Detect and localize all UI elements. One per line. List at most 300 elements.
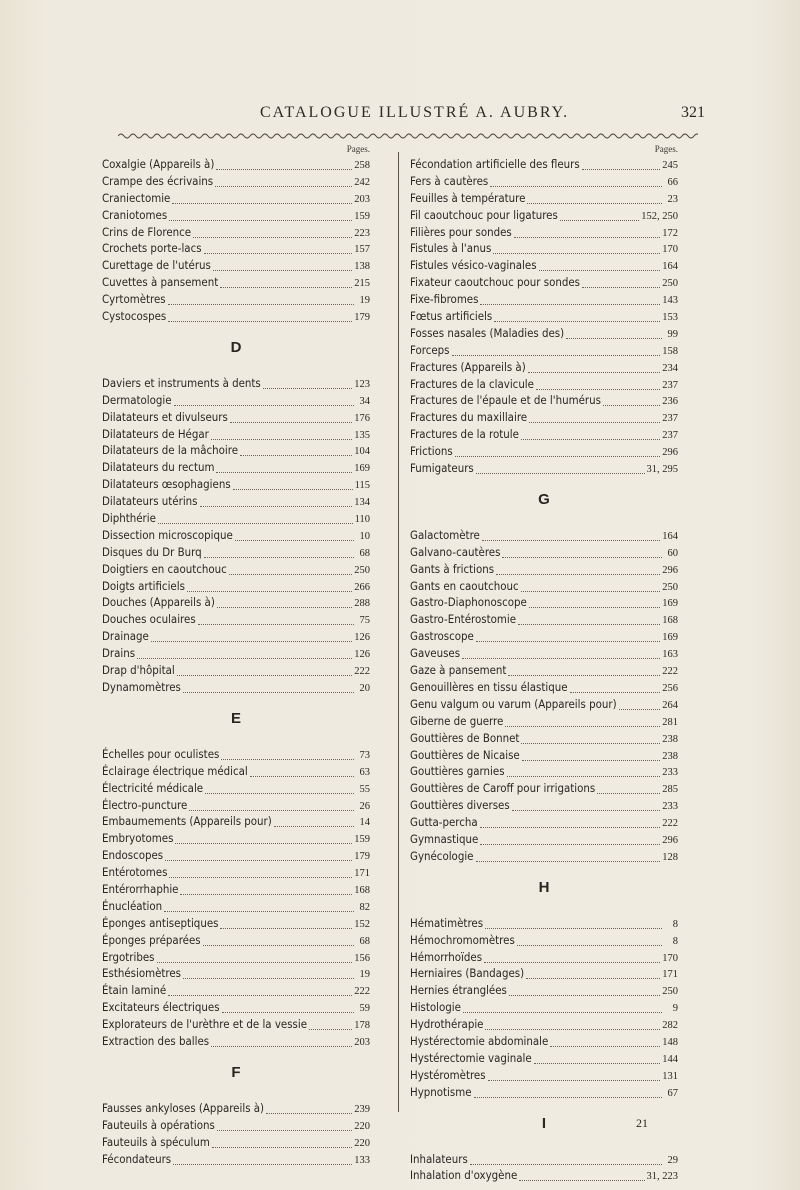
index-entry: [102, 965, 370, 982]
entry-pages: 239: [354, 1103, 370, 1115]
dot-leader: [229, 565, 352, 575]
entry-name: Diphthérie: [102, 511, 156, 526]
entry-pages: 296: [662, 834, 678, 846]
entry-name: Doigts artificiels: [102, 578, 185, 593]
dot-leader: [521, 734, 660, 744]
entry-name: Fistules à l'anus: [410, 241, 492, 256]
index-entry: [410, 1084, 678, 1101]
dot-leader: [183, 683, 354, 693]
entry-pages: 134: [354, 497, 370, 509]
index-entry: [102, 847, 370, 864]
index-entry: [410, 763, 678, 780]
index-entry: [410, 696, 678, 713]
entry-name: Éponges préparées: [102, 932, 201, 947]
entry-pages: 266: [354, 581, 370, 593]
entry-pages: 104: [354, 446, 370, 458]
entry-pages: 281: [662, 716, 678, 728]
index-entry: [410, 1016, 678, 1033]
index-entry: [102, 797, 370, 814]
entry-name: Excitateurs électriques: [102, 1000, 220, 1015]
index-entry: [102, 459, 370, 476]
entry-name: Étain laminé: [102, 983, 167, 998]
index-entry: [410, 848, 678, 865]
index-entry: [410, 965, 678, 982]
dot-leader: [509, 986, 660, 996]
entry-name: Herniaires (Bandages): [410, 966, 525, 981]
entry-pages: 26: [359, 800, 370, 812]
entry-pages: 220: [354, 1120, 370, 1132]
entry-name: Crampe des écrivains: [102, 173, 214, 188]
entry-pages: 258: [354, 160, 370, 171]
dot-leader: [534, 1054, 661, 1064]
index-entry: [102, 982, 370, 999]
dot-leader: [200, 497, 353, 507]
dot-leader: [490, 177, 662, 187]
entry-name: Galvano-cautères: [410, 544, 501, 559]
entry-pages: 237: [662, 413, 678, 425]
dot-leader: [220, 919, 352, 929]
entry-name: Hystérectomie vaginale: [410, 1050, 532, 1065]
entry-pages: 31, 223: [646, 1171, 678, 1183]
dot-leader: [250, 767, 354, 777]
index-entry: [102, 1033, 370, 1050]
dot-leader: [168, 295, 354, 305]
entry-pages: 296: [662, 564, 678, 576]
index-entry: [410, 460, 678, 477]
dot-leader: [476, 852, 661, 862]
dot-leader: [157, 953, 353, 963]
entry-pages: 178: [354, 1020, 370, 1032]
index-entry: [102, 679, 370, 696]
entry-pages: 156: [354, 952, 370, 964]
ornamental-rule: [118, 130, 698, 142]
entry-name: Dilatateurs du rectum: [102, 460, 215, 475]
index-entry: [410, 730, 678, 747]
index-entry: [410, 190, 678, 207]
entry-pages: 176: [354, 412, 370, 424]
entry-pages: 60: [667, 547, 678, 559]
entry-name: Dilatateurs œsophagiens: [102, 477, 231, 492]
index-entry: [102, 291, 370, 308]
entry-pages: 8: [672, 935, 678, 947]
dot-leader: [180, 885, 352, 895]
entry-pages: 29: [667, 1154, 678, 1166]
dot-leader: [550, 1037, 660, 1047]
entry-name: Gymnastique: [410, 831, 479, 846]
index-entry: [102, 1016, 370, 1033]
index-entry: [410, 915, 678, 932]
entry-pages: 222: [354, 666, 370, 678]
dot-leader: [512, 801, 661, 811]
entry-pages: 10: [359, 530, 370, 542]
entry-name: Genouillères en tissu élastique: [410, 679, 568, 694]
entry-pages: 75: [359, 615, 370, 627]
entry-name: Frictions: [410, 444, 453, 459]
entry-pages: 152: [354, 918, 370, 930]
entry-name: Fausses ankyloses (Appareils à): [102, 1100, 265, 1115]
dot-leader: [519, 1171, 644, 1181]
dot-leader: [522, 751, 661, 761]
index-entry: [102, 1151, 370, 1168]
index-entry: [410, 409, 678, 426]
dot-leader: [216, 463, 352, 473]
index-entry: [102, 274, 370, 291]
entry-pages: 31, 295: [646, 464, 678, 476]
column-divider: [398, 152, 399, 1112]
entry-pages: 133: [354, 1154, 370, 1166]
entry-name: Drap d'hôpital: [102, 663, 175, 678]
index-entry: [410, 949, 678, 966]
dot-leader: [514, 228, 660, 238]
dot-leader: [476, 632, 660, 642]
entry-name: Giberne de guerre: [410, 713, 504, 728]
entry-name: Cuvettes à pansement: [102, 275, 219, 290]
entry-name: Fauteuils à spéculum: [102, 1134, 210, 1149]
dot-leader: [230, 413, 352, 423]
index-entry: [410, 224, 678, 241]
entry-name: Gastro-Diaphonoscope: [410, 595, 527, 610]
entry-name: Gouttières de Bonnet: [410, 730, 520, 745]
dot-leader: [507, 767, 661, 777]
entry-name: Ergotribes: [102, 949, 155, 964]
entry-pages: 169: [662, 598, 678, 610]
dot-leader: [480, 295, 660, 305]
index-entry: [102, 881, 370, 898]
entry-name: Fractures (Appareils à): [410, 359, 526, 374]
dot-leader: [177, 666, 353, 676]
entry-pages: 169: [662, 632, 678, 644]
signature-mark: 21: [636, 1116, 648, 1130]
entry-name: Fécondation artificielle des fleurs: [410, 157, 580, 171]
index-entry: [102, 207, 370, 224]
entry-name: Fistules vésico-vaginales: [410, 258, 537, 273]
entry-pages: 223: [354, 227, 370, 239]
entry-name: Hémorrhoïdes: [410, 949, 483, 964]
entry-pages: 164: [662, 530, 678, 542]
index-entry: [102, 746, 370, 763]
dot-leader: [193, 228, 352, 238]
index-entry: [410, 1067, 678, 1084]
index-entry: [410, 982, 678, 999]
dot-leader: [521, 430, 660, 440]
entry-pages: 158: [662, 345, 678, 357]
entry-pages: 143: [662, 295, 678, 307]
index-entry: [102, 527, 370, 544]
dot-leader: [521, 582, 661, 592]
entry-pages: 296: [662, 447, 678, 459]
dot-leader: [485, 919, 662, 929]
entry-pages: 215: [354, 278, 370, 290]
entry-name: Fumigateurs: [410, 461, 474, 476]
entry-pages: 110: [354, 514, 370, 526]
entry-pages: 250: [662, 581, 678, 593]
entry-pages: 67: [667, 1087, 678, 1099]
index-entry: [102, 949, 370, 966]
index-entry: [410, 561, 678, 578]
dot-leader: [211, 1037, 352, 1047]
index-entry: [102, 224, 370, 241]
dot-leader: [539, 261, 661, 271]
entry-name: Doigtiers en caoutchouc: [102, 561, 227, 576]
index-entry: [102, 510, 370, 527]
entry-pages: 168: [354, 884, 370, 896]
index-entry: [102, 932, 370, 949]
dot-leader: [517, 936, 662, 946]
section-letter: E: [230, 709, 241, 727]
index-entry: [410, 645, 678, 662]
entry-name: Esthésiomètres: [102, 966, 182, 981]
entry-pages: 282: [662, 1020, 678, 1032]
index-entry: [102, 173, 370, 190]
dot-leader: [518, 615, 660, 625]
dot-leader: [529, 413, 660, 423]
dot-leader: [215, 177, 352, 187]
entry-pages: 236: [662, 396, 678, 408]
dot-leader: [235, 531, 354, 541]
entry-pages: 126: [354, 632, 370, 644]
index-entry: [410, 359, 678, 376]
dot-leader: [151, 632, 352, 642]
index-entry: [410, 662, 678, 679]
dot-leader: [169, 868, 352, 878]
entry-name: Inhalation d'oxygène: [410, 1168, 518, 1183]
dot-leader: [175, 834, 352, 844]
entry-name: Craniotomes: [102, 207, 168, 222]
entry-name: Douches oculaires: [102, 612, 196, 627]
entry-name: Dilatateurs et divulseurs: [102, 409, 228, 424]
entry-pages: 159: [354, 210, 370, 222]
dot-leader: [452, 346, 661, 356]
pages-column-label: Pages.: [654, 144, 678, 154]
index-entry: [410, 831, 678, 848]
index-entry: [410, 156, 678, 173]
entry-pages: 20: [359, 682, 370, 694]
dot-leader: [216, 160, 352, 170]
dot-leader: [183, 969, 354, 979]
index-entry: [410, 578, 678, 595]
index-entry: [102, 240, 370, 257]
dot-leader: [494, 312, 660, 322]
index-entry: [102, 442, 370, 459]
index-entry: [410, 392, 678, 409]
entry-pages: 234: [662, 362, 678, 374]
entry-name: Feuilles à température: [410, 190, 526, 205]
entry-name: Embryotomes: [102, 831, 174, 846]
dot-leader: [485, 1020, 660, 1030]
section-letter: H: [538, 878, 550, 896]
dot-leader: [603, 396, 660, 406]
entry-name: Disques du Dr Burq: [102, 544, 202, 559]
dot-leader: [221, 750, 354, 760]
index-entry: [410, 932, 678, 949]
entry-name: Éponges antiseptiques: [102, 915, 219, 930]
entry-pages: 19: [359, 969, 370, 981]
index-entry: [410, 173, 678, 190]
entry-pages: 152, 250: [641, 210, 678, 222]
entry-pages: 171: [354, 868, 370, 880]
dot-leader: [455, 447, 661, 457]
entry-pages: 66: [667, 176, 678, 188]
dot-leader: [527, 194, 662, 204]
entry-pages: 170: [662, 244, 678, 256]
entry-pages: 144: [662, 1053, 678, 1065]
index-entry: [102, 830, 370, 847]
dot-leader: [493, 244, 660, 254]
entry-pages: 157: [354, 244, 370, 256]
entry-pages: 222: [354, 986, 370, 998]
entry-name: Hypnotisme: [410, 1084, 472, 1099]
entry-name: Drains: [102, 646, 136, 661]
entry-pages: 250: [662, 986, 678, 998]
entry-pages: 55: [359, 783, 370, 795]
index-entry: [102, 1100, 370, 1117]
entry-name: Fécondateurs: [102, 1151, 172, 1166]
entry-name: Douches (Appareils à): [102, 595, 215, 610]
entry-pages: 63: [359, 766, 370, 778]
dot-leader: [211, 430, 352, 440]
dot-leader: [233, 480, 353, 490]
index-column-left: [102, 142, 370, 1167]
dot-leader: [274, 817, 354, 827]
dot-leader: [570, 683, 661, 693]
dot-leader: [496, 565, 660, 575]
index-entry: [102, 544, 370, 561]
entry-pages: 23: [667, 193, 678, 205]
index-entry: [410, 544, 678, 561]
dot-leader: [462, 649, 660, 659]
entry-pages: 8: [672, 918, 678, 930]
entry-name: Filières pour sondes: [410, 224, 512, 239]
entry-name: Fers à cautères: [410, 173, 489, 188]
index-entry: [102, 864, 370, 881]
entry-name: Fauteuils à opérations: [102, 1117, 215, 1132]
dot-leader: [480, 818, 661, 828]
entry-name: Fractures du maxillaire: [410, 410, 528, 425]
entry-name: Gants à frictions: [410, 561, 495, 576]
index-entry: [410, 257, 678, 274]
running-title: CATALOGUE ILLUSTRÉ A. AUBRY.: [260, 104, 570, 121]
dot-leader: [189, 801, 354, 811]
dot-leader: [204, 244, 353, 254]
entry-pages: 14: [359, 817, 370, 829]
entry-pages: 68: [359, 935, 370, 947]
entry-name: Énucléation: [102, 898, 163, 913]
entry-name: Gastro-Entérostomie: [410, 612, 516, 627]
entry-pages: 168: [662, 615, 678, 627]
entry-pages: 237: [662, 430, 678, 442]
entry-pages: 59: [359, 1003, 370, 1015]
entry-pages: 126: [354, 649, 370, 661]
dot-leader: [205, 784, 354, 794]
entry-pages: 203: [354, 193, 370, 205]
index-entry: [410, 426, 678, 443]
entry-pages: 172: [662, 227, 678, 239]
dot-leader: [582, 160, 661, 170]
entry-name: Fœtus artificiels: [410, 309, 493, 324]
entry-name: Gants en caoutchouc: [410, 578, 519, 593]
entry-pages: 222: [662, 818, 678, 830]
entry-pages: 179: [354, 851, 370, 863]
index-entry: [102, 999, 370, 1016]
dot-leader: [529, 598, 660, 608]
entry-name: Fosses nasales (Maladies des): [410, 325, 565, 340]
index-entry: [410, 628, 678, 645]
index-entry: [102, 578, 370, 595]
entry-pages: 128: [662, 851, 678, 863]
entry-name: Gutta-percha: [410, 815, 478, 830]
entry-name: Daviers et instruments à dents: [102, 375, 261, 390]
dot-leader: [213, 261, 352, 271]
index-entry: [410, 814, 678, 831]
entry-name: Coxalgie (Appareils à): [102, 157, 215, 171]
index-entry: [102, 392, 370, 409]
index-entry: [410, 274, 678, 291]
entry-pages: 264: [662, 699, 678, 711]
index-entry: [102, 1134, 370, 1151]
entry-name: Histologie: [410, 1000, 461, 1015]
index-entry: [410, 797, 678, 814]
entry-name: Explorateurs de l'urèthre et de la vessie: [102, 1017, 308, 1032]
index-entry: [410, 611, 678, 628]
entry-pages: 163: [662, 649, 678, 661]
index-entry: [410, 1167, 678, 1184]
entry-name: Gynécologie: [410, 848, 474, 863]
dot-leader: [484, 953, 660, 963]
entry-pages: 179: [354, 312, 370, 324]
dot-leader: [482, 531, 660, 541]
entry-pages: 99: [667, 328, 678, 340]
left-entry-list: [102, 156, 370, 1167]
entry-pages: 245: [662, 160, 678, 171]
dot-leader: [476, 464, 645, 474]
entry-pages: 285: [662, 784, 678, 796]
entry-name: Fractures de l'épaule et de l'humérus: [410, 393, 601, 408]
dot-leader: [619, 700, 661, 710]
entry-pages: 73: [359, 749, 370, 761]
entry-name: Gouttières diverses: [410, 798, 510, 813]
index-entry: [410, 443, 678, 460]
dot-leader: [240, 446, 352, 456]
entry-name: Gastroscope: [410, 629, 474, 644]
entry-name: Hernies étranglées: [410, 983, 507, 998]
entry-pages: 115: [354, 480, 370, 492]
entry-pages: 9: [672, 1003, 678, 1015]
entry-pages: 164: [662, 261, 678, 273]
entry-pages: 220: [354, 1137, 370, 1149]
dot-leader: [470, 1155, 662, 1165]
index-entry: [410, 207, 678, 224]
entry-name: Gaze à pansement: [410, 663, 507, 678]
dot-leader: [203, 936, 354, 946]
index-entry: [410, 240, 678, 257]
index-entry: [102, 1117, 370, 1134]
entry-name: Fil caoutchouc pour ligatures: [410, 207, 558, 222]
entry-name: Éclairage électrique médical: [102, 763, 248, 778]
dot-leader: [488, 1071, 661, 1081]
entry-pages: 148: [662, 1036, 678, 1048]
index-entry: [102, 308, 370, 325]
index-entry: [102, 409, 370, 426]
dot-leader: [173, 1155, 352, 1165]
entry-pages: 203: [354, 1036, 370, 1048]
dot-leader: [217, 1121, 352, 1131]
entry-name: Gouttières de Caroff pour irrigations: [410, 781, 596, 796]
entry-name: Gouttières garnies: [410, 764, 505, 779]
entry-pages: 131: [662, 1070, 678, 1082]
dot-leader: [309, 1020, 352, 1030]
index-entry: [102, 426, 370, 443]
section-letter: I: [541, 1114, 547, 1132]
